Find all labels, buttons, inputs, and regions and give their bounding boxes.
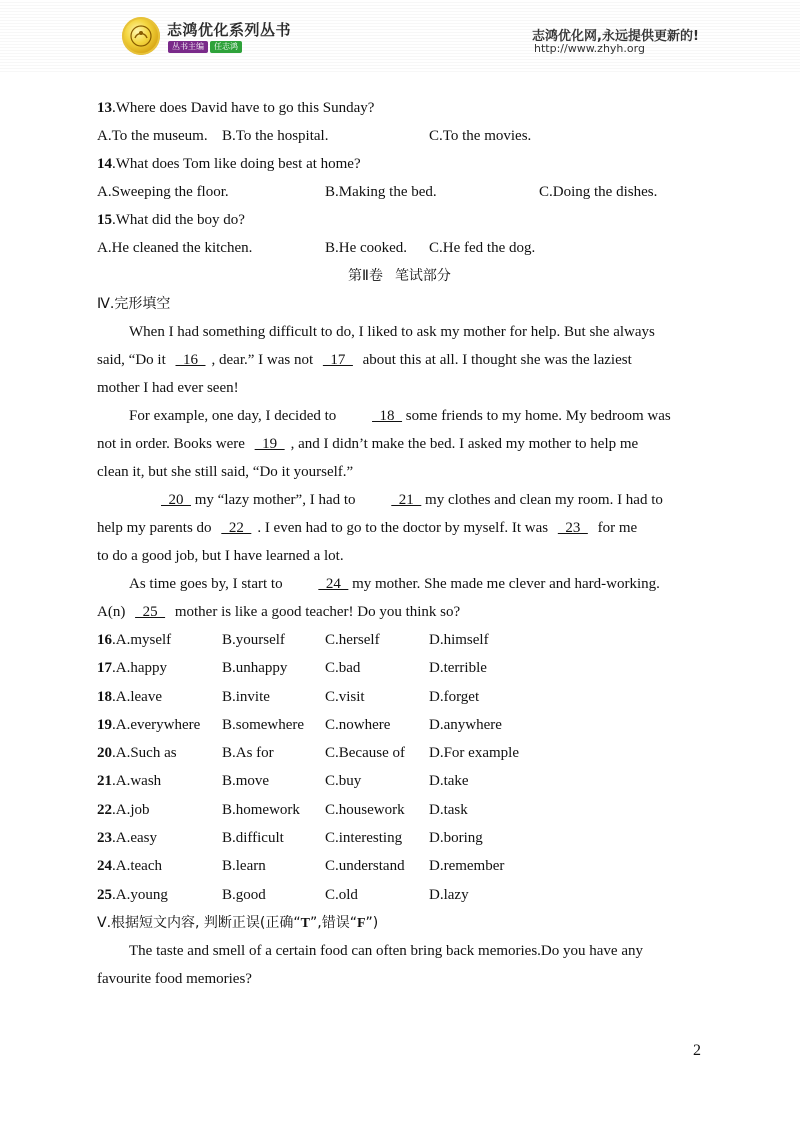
option-b: B.homework (222, 801, 300, 818)
reading-heading (97, 909, 702, 937)
option-a: A.To the museum. (97, 128, 208, 144)
option-c: C.He fed the dog. (429, 240, 536, 256)
option-b: B.good (222, 886, 266, 903)
blank-23: 23 (557, 520, 588, 536)
question-number: 24 (97, 858, 112, 875)
blank-18: 18 (372, 408, 403, 424)
question-number: 15 (97, 212, 112, 228)
option-b: B.invite (222, 688, 270, 705)
option-d: D.take (429, 773, 469, 790)
text-line (97, 430, 702, 458)
text: The taste and smell of a certain food can often bring back memories.Do you have any (129, 942, 643, 959)
blank-25: 25 (135, 604, 166, 620)
text-line (97, 598, 702, 626)
question-number: 22 (97, 801, 112, 818)
editor-label: 丛书主编 (168, 41, 208, 53)
text: . I even had to go to the doctor by myself. It was (257, 520, 552, 536)
text: not in order. Books were (97, 436, 249, 452)
question-number: 13 (97, 100, 112, 116)
blank-16: 16 (175, 352, 206, 368)
option-b: B.Making the bed. (325, 184, 437, 200)
text: some friends to my home. My bedroom was (402, 408, 671, 424)
option-d: D.For example (429, 745, 519, 762)
option-a: .A.Such as (112, 745, 177, 762)
question-number: 25 (97, 886, 112, 903)
option-row-19 (97, 711, 702, 739)
blank-21: 21 (391, 492, 422, 508)
text: When I had something difficult to do, I liked to ask my mother for help. But she always (129, 324, 655, 340)
option-b: B.unhappy (222, 660, 288, 677)
question-text: .Where does David have to go this Sunday? (112, 100, 375, 116)
text-line: mother I had ever seen! (97, 380, 239, 396)
option-a: .A.young (112, 886, 168, 903)
cloze-heading: Ⅳ.完形填空 (97, 296, 171, 312)
text: ”) (365, 914, 379, 931)
option-c: C.To the movies. (429, 128, 532, 144)
option-a: .A.myself (112, 632, 172, 648)
question-number: 21 (97, 773, 112, 790)
option-a: .A.easy (112, 830, 157, 847)
option-a: .A.happy (112, 660, 167, 677)
text: For example, one day, I decided to (129, 408, 341, 424)
option-d: D.himself (429, 632, 489, 648)
option-row-21 (97, 767, 702, 795)
question-text: .What does Tom like doing best at home? (112, 156, 361, 172)
option-b: B.He cooked. (325, 240, 408, 256)
option-a: .A.leave (112, 688, 162, 705)
option-row-23 (97, 824, 702, 852)
question-15 (97, 206, 702, 234)
option-d: D.anywhere (429, 716, 502, 733)
option-row-17 (97, 654, 702, 682)
option-c: C.Because of (325, 745, 405, 762)
editor-name: 任志鸿 (210, 41, 242, 53)
text-line: favourite food memories? (97, 970, 252, 987)
option-b: B.somewhere (222, 716, 305, 733)
question-text: .What did the boy do? (112, 212, 245, 228)
question-13-options (97, 122, 702, 150)
option-row-24 (97, 852, 702, 880)
text-line (97, 514, 702, 542)
option-a: A.He cleaned the kitchen. (97, 240, 253, 256)
text: about this at all. I thought she was the laziest (358, 352, 632, 368)
text: As time goes by, I start to (129, 576, 287, 592)
option-c: C.buy (325, 773, 362, 790)
cloze-paragraph-4 (97, 570, 702, 626)
text: Ⅴ.根据短文内容, 判断正误(正确“ (97, 914, 301, 931)
publisher-logo-icon (122, 17, 160, 55)
option-c: C.housework (325, 801, 405, 818)
cloze-paragraph-2 (97, 402, 702, 486)
option-c: C.bad (325, 660, 361, 677)
question-number: 19 (97, 716, 112, 733)
part-2-title (97, 262, 702, 290)
question-number: 14 (97, 156, 112, 172)
option-d: D.forget (429, 688, 480, 705)
question-number: 20 (97, 745, 112, 762)
cloze-options-table (97, 626, 702, 909)
option-row-20 (97, 739, 702, 767)
series-title: 志鸿优化系列丛书 (167, 21, 292, 39)
option-c: C.visit (325, 688, 365, 705)
option-d: D.remember (429, 858, 505, 875)
option-b: B.To the hospital. (222, 128, 329, 144)
option-b: B.move (222, 773, 270, 790)
question-number: 18 (97, 688, 112, 705)
option-b: B.difficult (222, 830, 284, 847)
header-url: http://www.zhyh.org (534, 42, 645, 55)
text-line: to do a good job, but I have learned a lot. (97, 548, 344, 564)
option-row-18 (97, 683, 702, 711)
question-number: 16 (97, 632, 112, 648)
option-c: C.interesting (325, 830, 403, 847)
option-c: C.old (325, 886, 358, 903)
blank-19: 19 (254, 436, 285, 452)
option-row-16 (97, 626, 702, 654)
text: my clothes and clean my room. I had to (421, 492, 663, 508)
option-d: D.terrible (429, 660, 487, 677)
option-a: .A.teach (112, 858, 162, 875)
question-13 (97, 94, 702, 122)
option-d: D.lazy (429, 886, 469, 903)
option-c: C.understand (325, 858, 405, 875)
option-b: B.learn (222, 858, 266, 875)
option-row-25 (97, 881, 702, 909)
question-number: 17 (97, 660, 112, 677)
option-d: D.boring (429, 830, 483, 847)
cloze-paragraph-3 (97, 486, 702, 570)
option-row-22 (97, 796, 702, 824)
text: for me (593, 520, 638, 536)
blank-22: 22 (221, 520, 252, 536)
option-d: D.task (429, 801, 468, 818)
text: my mother. She made me clever and hard-working. (348, 576, 660, 592)
true-mark: T (300, 915, 310, 931)
text: help my parents do (97, 520, 216, 536)
page-number: 2 (693, 1042, 701, 1059)
blank-24: 24 (318, 576, 349, 592)
option-a: .A.everywhere (112, 716, 201, 733)
text: A(n) (97, 604, 130, 620)
page-header (0, 0, 800, 72)
question-14-options (97, 178, 702, 206)
question-number: 23 (97, 830, 112, 847)
option-a: .A.job (112, 801, 150, 818)
reading-intro (97, 937, 702, 993)
written-part-label: 笔试部分 (394, 268, 451, 284)
option-b: B.yourself (222, 632, 285, 648)
series-editor (168, 41, 242, 53)
volume-label: 第Ⅱ卷 (348, 268, 383, 284)
question-15-options (97, 234, 702, 262)
question-14 (97, 150, 702, 178)
option-c: C.herself (325, 632, 380, 648)
text: mother is like a good teacher! Do you think so? (171, 604, 461, 620)
blank-17: 17 (322, 352, 353, 368)
option-c: C.nowhere (325, 716, 391, 733)
option-a: .A.wash (112, 773, 162, 790)
text-line (97, 346, 702, 374)
false-mark: F (356, 915, 366, 931)
cloze-paragraph-1 (97, 318, 702, 402)
text-line: clean it, but she still said, “Do it yourself.” (97, 464, 354, 480)
text: ”,错误“ (310, 914, 357, 931)
blank-20: 20 (161, 492, 191, 508)
option-c: C.Doing the dishes. (539, 184, 658, 200)
text: , dear.” I was not (211, 352, 317, 368)
header-slogan: 志鸿优化网,永远提供更新的! (532, 29, 699, 44)
option-b: B.As for (222, 745, 274, 762)
option-a: A.Sweeping the floor. (97, 184, 229, 200)
text: said, “Do it (97, 352, 170, 368)
page-content (97, 94, 702, 993)
text: my “lazy mother”, I had to (191, 492, 360, 508)
text: , and I didn’t make the bed. I asked my mother to help me (290, 436, 639, 452)
